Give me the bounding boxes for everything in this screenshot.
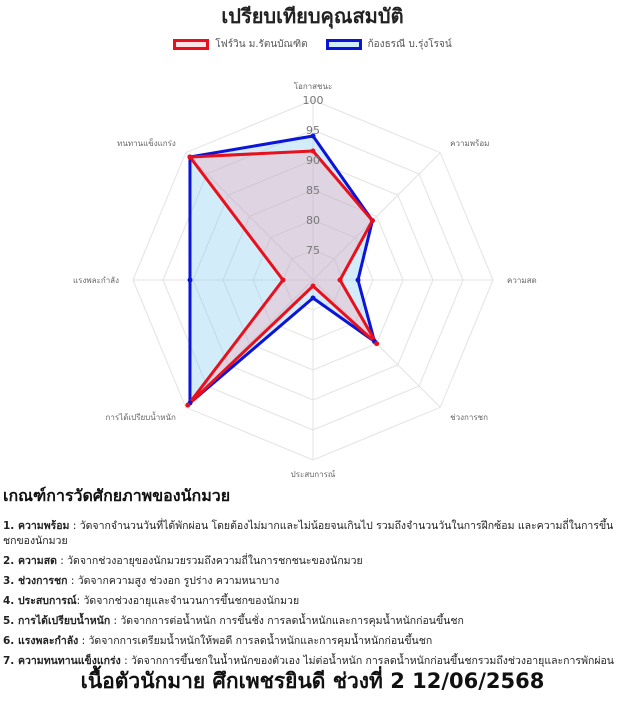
axis-label: ความพร้อม	[450, 138, 490, 148]
data-point-series-1	[187, 154, 192, 159]
tick-label: 80	[306, 214, 320, 227]
criterion-description: : วัดจากจำนวนวันที่ได้พักผ่อน โดยต้องไม่มากและไม่น้อยจนเกินไป รวมถึงจำนวนวันในการฝึกซ้อม และความถี่ในการขึ้นชกของนักมวย	[3, 520, 614, 547]
data-point-series-1	[338, 278, 343, 283]
criterion-name: 6. แรงพละกำลัง	[3, 635, 79, 647]
criterion-name: 1. ความพร้อม	[3, 520, 70, 532]
criterion-name: 2. ความสด	[3, 555, 57, 567]
criterion-item	[3, 519, 621, 549]
tick-label: 95	[306, 124, 320, 137]
legend-item-series-1[interactable]	[173, 37, 307, 52]
data-point-series-1	[311, 149, 316, 154]
tick-label: 75	[306, 244, 320, 257]
criterion-name: 5. การได้เปรียบน้ำหนัก	[3, 615, 111, 627]
legend-label-series-2: ก้องธรณี บ.รุ่งโรจน์	[367, 39, 452, 50]
axis-label: โอกาสชนะ	[293, 82, 333, 91]
axis-label: ทนทานแข็งแกร่ง	[117, 138, 176, 148]
criterion-description: : วัดจากการขึ้นชกในน้ำหนักของตัวเอง ไม่ต่อน้ำหนัก การลดน้ำหนักก่อนขึ้นชกรวมถึงช่วงอายุและการพักผ่อน	[120, 655, 614, 667]
chart-title: เปรียบเทียบคุณสมบัติ	[221, 4, 404, 28]
footer-title: เนื้อตัวนักมาย ศึกเพชรยินดี ช่วงที่ 2 12/06/2568	[80, 669, 545, 693]
criterion-description: : วัดจากช่วงอายุและจำนวนการขึ้นชกของนักมวย	[76, 595, 300, 607]
criteria-section	[3, 484, 621, 674]
criterion-item	[3, 554, 621, 569]
tick-label: 100	[302, 94, 324, 107]
criterion-item	[3, 594, 621, 609]
data-point-series-1	[374, 341, 379, 346]
criterion-item	[3, 634, 621, 649]
tick-label: 90	[306, 154, 320, 167]
axis-label: การได้เปรียบน้ำหนัก	[105, 413, 176, 423]
data-point-series-2	[188, 278, 193, 283]
chart-legend	[0, 37, 625, 52]
criterion-item	[3, 574, 621, 589]
axis-label: ช่วงการชก	[450, 413, 488, 423]
data-point-series-2	[311, 296, 316, 301]
legend-swatch-series-1	[173, 39, 209, 50]
criterion-name: 3. ช่วงการชก	[3, 575, 68, 587]
data-point-series-2	[356, 278, 361, 283]
criterion-name: 7. ความทนทานแข็งแกร่ง	[3, 655, 121, 667]
legend-swatch-series-2	[326, 39, 362, 50]
data-point-series-1	[311, 284, 316, 289]
legend-label-series-1: โฟร์วิน ม.รัตนบัณฑิต	[215, 39, 308, 50]
data-point-series-1	[370, 218, 375, 223]
radar-chart	[0, 55, 625, 480]
criterion-description: : วัดจากการต่อน้ำหนัก การขึ้นชั่ง การลดน้ำหนักและการคุมน้ำหนักก่อนขึ้นชก	[110, 615, 464, 627]
data-point-series-1	[185, 403, 190, 408]
criteria-title: เกณฑ์การวัดศักยภาพของนักมวย	[3, 486, 231, 505]
criterion-description: : วัดจากช่วงอายุของนักมวยรวมถึงความถี่ในการชกชนะของนักมวย	[56, 555, 363, 567]
data-point-series-1	[281, 278, 286, 283]
axis-label: ประสบการณ์	[290, 470, 336, 479]
criterion-description: : วัดจากการเตรียมน้ำหนักให้พอดี การลดน้ำหนักและการคุมน้ำหนักก่อนขึ้นชก	[78, 635, 433, 647]
axis-label: แรงพละกำลัง	[73, 276, 119, 285]
criterion-item	[3, 614, 621, 629]
criteria-list	[3, 519, 621, 669]
criterion-description: : วัดจากความสูง ช่วงอก รูปร่าง ความหนาบาง	[67, 575, 280, 587]
legend-item-series-2[interactable]	[326, 37, 452, 52]
tick-label: 85	[306, 184, 320, 197]
criterion-name: 4. ประสบการณ์	[3, 595, 77, 607]
axis-label: ความสด	[507, 276, 537, 285]
